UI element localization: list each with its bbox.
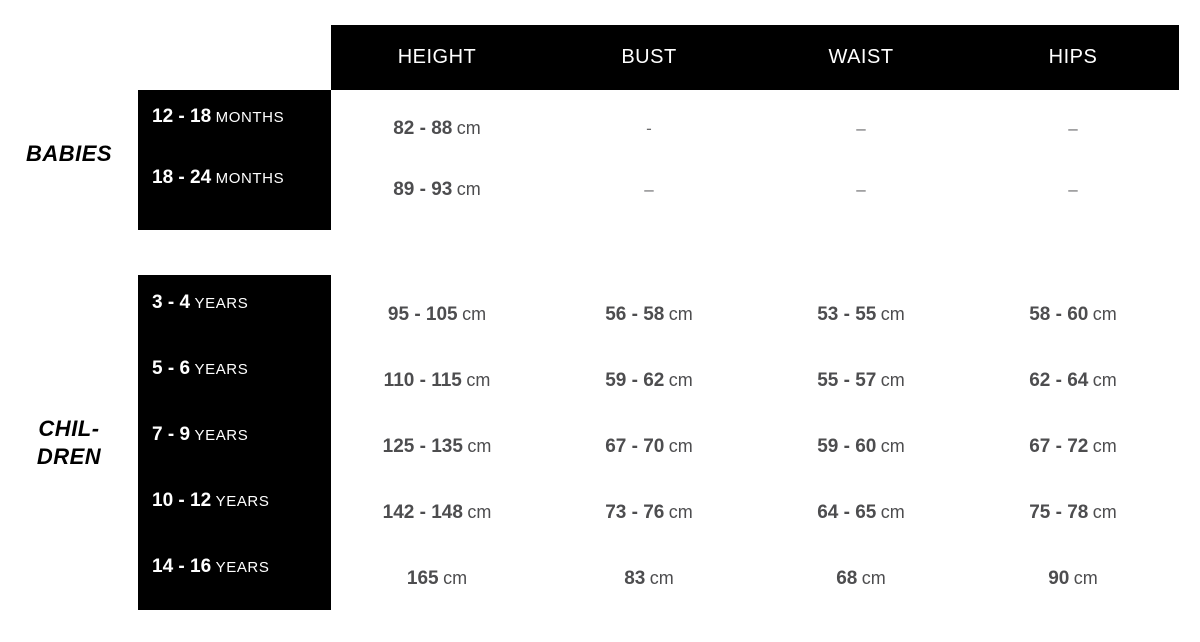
cell-value: 59 - 62: [605, 370, 665, 391]
cell-value: 125 - 135: [382, 436, 463, 457]
cell-unit: cm: [880, 502, 905, 522]
cell-unit: cm: [668, 304, 693, 324]
cell-waist: –: [856, 180, 866, 199]
cell-waist: [755, 568, 967, 590]
cell-value: 68: [836, 568, 858, 589]
cell-bust: [543, 304, 755, 326]
table-row: [331, 173, 1179, 207]
size-range: 5 - 6: [152, 358, 191, 379]
cell-unit: cm: [1092, 502, 1117, 522]
cell-bust: [543, 370, 755, 392]
size-label-7-9-years: [152, 424, 331, 446]
size-unit: YEARS: [194, 427, 249, 444]
size-range: 18 - 24: [152, 167, 212, 188]
cell-unit: cm: [456, 118, 481, 138]
cell-bust: –: [644, 180, 654, 199]
size-unit: YEARS: [194, 295, 249, 312]
cell-height: [331, 118, 543, 140]
size-unit: MONTHS: [215, 170, 285, 187]
size-range: 14 - 16: [152, 556, 212, 577]
cell-hips: [967, 502, 1179, 524]
table-row: [331, 298, 1179, 332]
cell-value: 64 - 65: [817, 502, 877, 523]
cell-unit: cm: [880, 436, 905, 456]
size-range: 10 - 12: [152, 490, 212, 511]
group-label-babies: BABIES: [25, 141, 113, 166]
cell-height: [331, 436, 543, 458]
cell-value: 165: [406, 568, 439, 589]
cell-waist: [755, 502, 967, 524]
cell-value: 59 - 60: [817, 436, 877, 457]
size-range: 7 - 9: [152, 424, 191, 445]
size-unit: MONTHS: [215, 109, 285, 126]
table-row: [331, 562, 1179, 596]
cell-unit: cm: [649, 568, 674, 588]
cell-value: 62 - 64: [1029, 370, 1089, 391]
column-header-height: HEIGHT: [397, 46, 477, 68]
size-label-5-6-years: [152, 358, 331, 380]
cell-value: 67 - 72: [1029, 436, 1089, 457]
cell-value: 75 - 78: [1029, 502, 1089, 523]
cell-unit: cm: [1092, 304, 1117, 324]
size-range: 12 - 18: [152, 106, 212, 127]
cell-waist: [755, 304, 967, 326]
cell-hips: [967, 568, 1179, 590]
cell-value: 53 - 55: [817, 304, 877, 325]
cell-hips: [967, 304, 1179, 326]
cell-hips: [967, 436, 1179, 458]
size-unit: YEARS: [215, 493, 270, 510]
cell-value: 90: [1048, 568, 1070, 589]
cell-value: 110 - 115: [383, 370, 462, 391]
group-label-children: [0, 415, 138, 470]
column-header-hips: HIPS: [1048, 46, 1098, 68]
cell-bust: [543, 568, 755, 590]
cell-unit: cm: [668, 502, 693, 522]
cell-unit: cm: [1073, 568, 1098, 588]
cell-waist: [755, 436, 967, 458]
table-row: [331, 364, 1179, 398]
cell-unit: cm: [880, 370, 905, 390]
cell-waist: [755, 370, 967, 392]
cell-unit: cm: [443, 568, 468, 588]
cell-height: [331, 568, 543, 590]
table-header: [331, 25, 1179, 90]
group-label-children-line1: CHIL-: [38, 416, 100, 441]
size-unit: YEARS: [215, 559, 270, 576]
cell-value: 56 - 58: [605, 304, 665, 325]
cell-unit: cm: [880, 304, 905, 324]
group-label-children-line2: DREN: [36, 443, 102, 469]
table-row: [331, 496, 1179, 530]
table-row: [331, 430, 1179, 464]
cell-unit: cm: [456, 179, 481, 199]
table-row: [331, 112, 1179, 146]
cell-height: [331, 502, 543, 524]
size-unit: YEARS: [194, 361, 249, 378]
cell-hips: –: [1068, 180, 1078, 199]
cell-value: 55 - 57: [817, 370, 877, 391]
cell-unit: cm: [668, 436, 693, 456]
cell-unit: cm: [1092, 436, 1117, 456]
cell-value: 67 - 70: [605, 436, 665, 457]
size-label-3-4-years: [152, 292, 331, 314]
cell-unit: cm: [1092, 370, 1117, 390]
cell-bust: -: [646, 119, 652, 138]
cell-value: 95 - 105: [387, 304, 458, 325]
cell-hips: [967, 370, 1179, 392]
size-label-10-12-years: [152, 490, 331, 512]
cell-waist: –: [856, 119, 866, 138]
size-label-14-16-years: [152, 556, 331, 578]
cell-value: 89 - 93: [393, 179, 453, 200]
cell-unit: cm: [467, 436, 492, 456]
cell-value: 83: [624, 568, 646, 589]
cell-value: 142 - 148: [382, 502, 463, 523]
cell-unit: cm: [861, 568, 886, 588]
size-range: 3 - 4: [152, 292, 191, 313]
cell-height: [331, 304, 543, 326]
column-header-bust: BUST: [621, 46, 677, 68]
cell-value: 73 - 76: [605, 502, 665, 523]
cell-bust: [543, 436, 755, 458]
cell-hips: –: [1068, 119, 1078, 138]
size-label-18-24-months: [152, 167, 331, 189]
cell-bust: [543, 502, 755, 524]
column-header-waist: WAIST: [828, 46, 894, 68]
cell-unit: cm: [466, 370, 491, 390]
cell-unit: cm: [462, 304, 487, 324]
cell-value: 82 - 88: [393, 118, 453, 139]
cell-value: 58 - 60: [1029, 304, 1089, 325]
cell-unit: cm: [668, 370, 693, 390]
size-label-12-18-months: [152, 106, 331, 128]
cell-height: [331, 179, 543, 201]
cell-height: [331, 370, 543, 392]
cell-unit: cm: [467, 502, 492, 522]
